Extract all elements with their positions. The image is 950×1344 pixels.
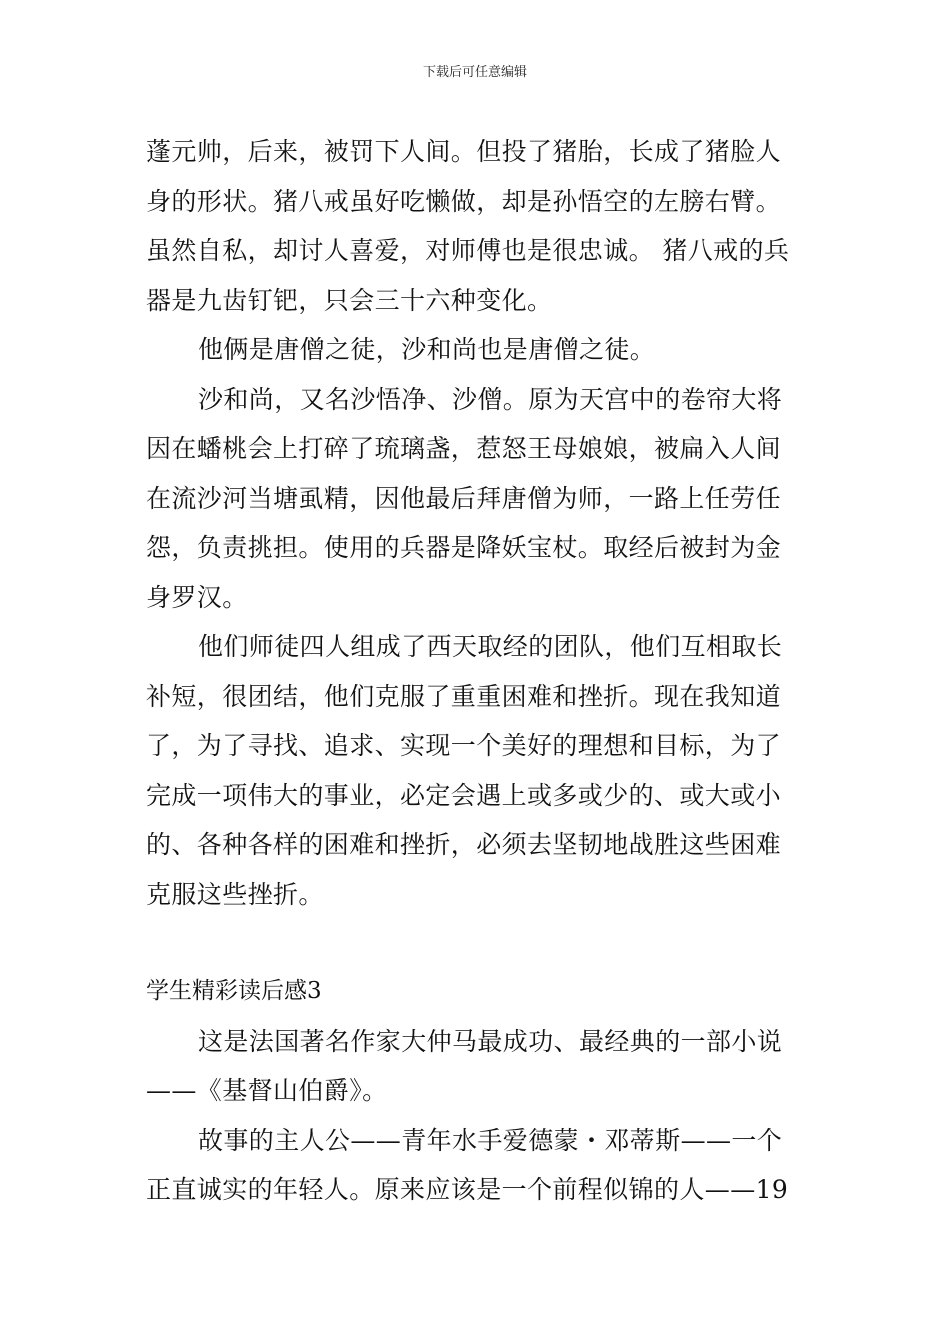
- text-line: 克服这些挫折。: [146, 879, 324, 909]
- text-block-part1: [146, 127, 808, 919]
- text-line: ——《基督山伯爵》。: [146, 1076, 388, 1105]
- page-header: 下载后可任意编辑: [422, 65, 527, 80]
- text-line: 这是法国著名作家大仲马最成功、最经典的一部小说: [198, 1026, 783, 1056]
- text-line: 在流沙河当塘虱精，因他最后拜唐僧为师，一路上任劳任: [146, 483, 782, 513]
- text-line: 蓬元帅，后来，被罚下人间。但投了猪胎，长成了猪脸人: [146, 137, 782, 166]
- text-line: 故事的主人公——青年水手爱德蒙・邓蒂斯——一个: [198, 1125, 783, 1155]
- text-block-part2: [146, 1017, 808, 1215]
- section-title: 学生精彩读后感3: [146, 978, 322, 1004]
- text-line: 完成一项伟大的事业，必定会遇上或多或少的、或大或小: [146, 780, 782, 810]
- text-line: 沙和尚，又名沙悟净、沙僧。原为天宫中的卷帘大将: [198, 384, 783, 414]
- text-line: 正直诚实的年轻人。原来应该是一个前程似锦的人——19: [146, 1175, 789, 1204]
- text-line: 虽然自私，却讨人喜爱，对师傅也是很忠诚。 猪八戒的兵: [146, 236, 790, 265]
- text-line: 身罗汉。: [146, 582, 248, 612]
- text-line: 他们师徒四人组成了西天取经的团队，他们互相取长: [198, 632, 783, 661]
- text-line: 的、各种各样的困难和挫折，必须去坚韧地战胜这些困难: [146, 830, 782, 859]
- text-line: 器是九齿钉钯，只会三十六种变化。: [146, 285, 553, 315]
- text-line: 身的形状。猪八戒虽好吃懒做，却是孙悟空的左膀右臂。: [146, 186, 782, 216]
- text-line: 了，为了寻找、追求、实现一个美好的理想和目标，为了: [146, 731, 782, 760]
- text-line: 补短，很团结，他们克服了重重困难和挫折。现在我知道: [146, 681, 782, 711]
- text-line: 怨，负责挑担。使用的兵器是降妖宝杖。取经后被封为金: [146, 533, 782, 562]
- text-line: 他俩是唐僧之徒，沙和尚也是唐僧之徒。: [198, 335, 656, 364]
- text-line: 因在蟠桃会上打碎了琉璃盏，惹怒王母娘娘，被扁入人间: [146, 434, 782, 463]
- section-spacer: [146, 919, 808, 967]
- document-body: [146, 127, 808, 1215]
